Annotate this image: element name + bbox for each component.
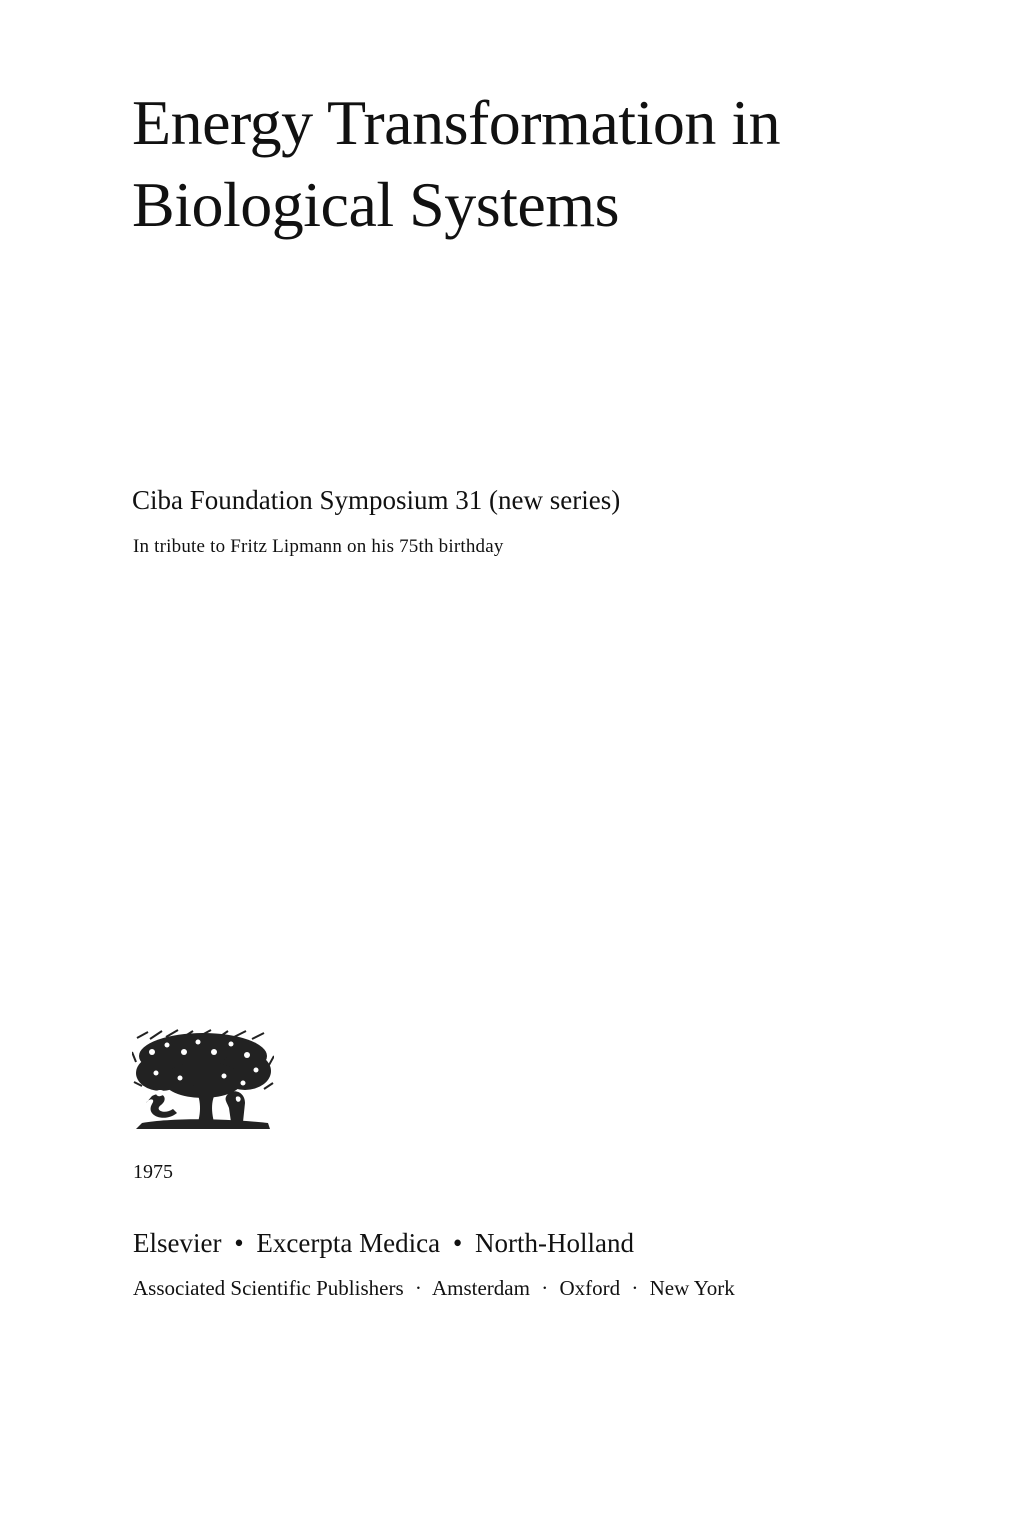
book-title xyxy=(132,82,992,246)
location-separator: · xyxy=(631,1276,639,1300)
publisher-locations xyxy=(133,1274,735,1302)
publisher-separator: • xyxy=(452,1228,463,1258)
publisher-list xyxy=(133,1225,634,1261)
book-title-line-1: Energy Transformation in xyxy=(132,87,781,158)
publisher-separator: • xyxy=(234,1228,244,1258)
series-title: Ciba Foundation Symposium 31 (new series) xyxy=(132,485,621,515)
location-separator: · xyxy=(414,1276,422,1300)
publisher-elsevier: Elsevier xyxy=(133,1228,222,1258)
location-separator: · xyxy=(541,1276,549,1300)
location-amsterdam: Amsterdam xyxy=(431,1276,530,1300)
publisher-north-holland: North-Holland xyxy=(475,1228,634,1258)
publisher-excerpta-medica: Excerpta Medica xyxy=(256,1228,441,1258)
associated-publishers: Associated Scientific Publishers xyxy=(133,1276,404,1300)
publication-year: 1975 xyxy=(133,1161,173,1183)
location-oxford: Oxford xyxy=(559,1276,621,1300)
location-new-york: New York xyxy=(649,1276,735,1300)
book-title-line-2: Biological Systems xyxy=(132,169,619,240)
tree-of-knowledge-icon xyxy=(132,1028,274,1130)
tribute-text: In tribute to Fritz Lipmann on his 75th birthday xyxy=(133,536,504,557)
